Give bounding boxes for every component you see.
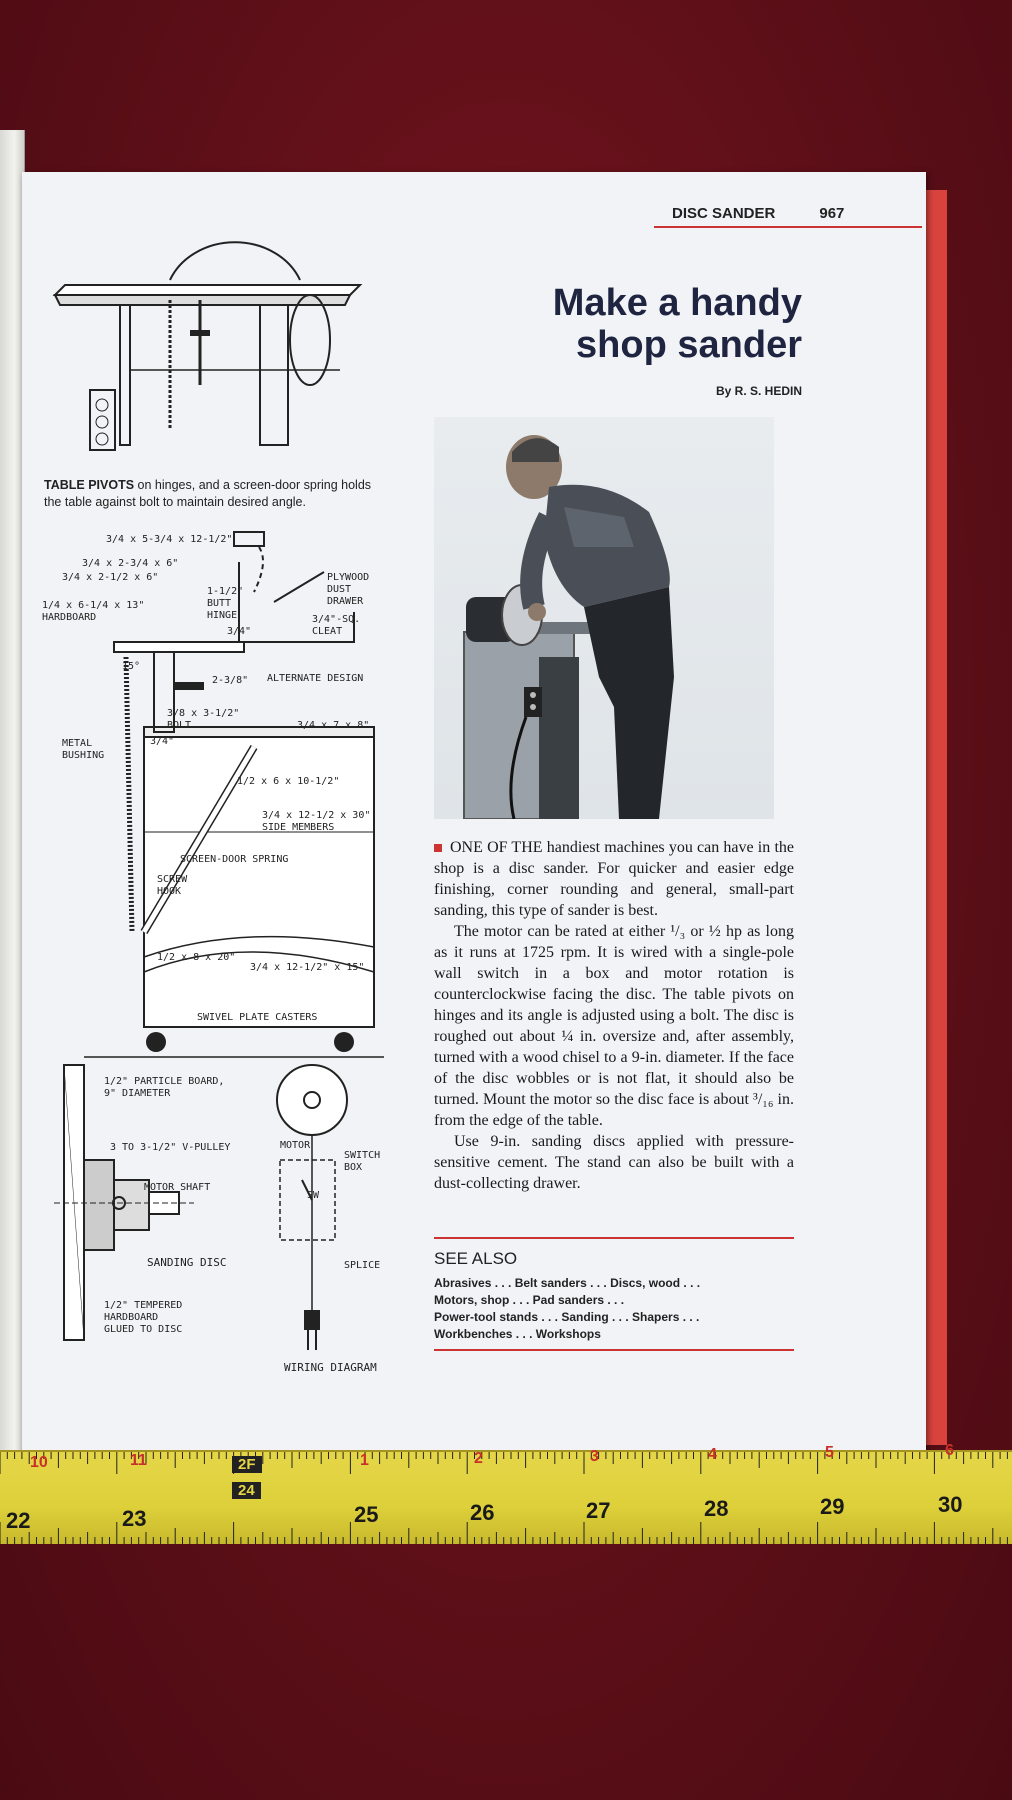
section-title: DISC SANDER [672,205,776,222]
paragraph-2: The motor can be rated at either ¹/₃ or ½ hp as long as it runs at 1725 rpm. It is wired with a single-pole wall switch in a box and motor rotation is counterclockwise facing the disc. The table pivots on hinges and its angle is adjusted using a bolt. The disc is roughed out about ¼ in. oversize and, after assembly, turned with a wood chisel to a 9-in. diameter. If the face of the disc wobbles or is not flat, it should also be turned. Mount the motor so the disc face is about ³/₁₆ in. from the edge of the table. [434,923,794,1129]
label-motor-shaft: MOTOR SHAFT [144,1182,211,1193]
wiring-diagram-drawing [252,1060,372,1360]
article-body [434,837,794,1194]
article-title [462,282,802,366]
label-bolt: 3/8 x 3-1/2" BOLT [167,708,240,731]
title-line-2: shop sander [576,324,802,366]
dim-label-top2: 3/4 x 2-3/4 x 6" [82,558,179,569]
label-casters: SWIVEL PLATE CASTERS [197,1012,318,1023]
dim-label-top3: 3/4 x 2-1/2 x 6" [62,572,159,583]
tape-box-bottom: 24 [232,1482,261,1499]
label-cleat: 3/4"-SQ. CLEAT [312,614,361,637]
label-metal-bushing: METAL BUSHING [62,738,105,761]
tape-bottom-number: 25 [354,1502,379,1527]
see-also-line: Motors, shop . . . Pad sanders . . . [434,1293,625,1307]
byline: By R. S. HEDIN [715,384,802,398]
page-header [654,202,922,228]
dim-label-two-three-eighths: 2-3/8" [212,675,249,686]
label-motor: MOTOR [280,1140,311,1151]
tape-ticks [0,1452,1012,1544]
tape-bottom-number: 27 [586,1498,611,1523]
tape-bottom-number: 26 [470,1500,495,1525]
dim-label-half-eight: 1/2 x 8 x 20" [157,952,236,963]
tape-top-number: 3 [590,1448,599,1465]
dim-label-three-quarter: 3/4" [227,626,252,637]
tape-top-number: 4 [708,1446,717,1463]
see-also-line: Abrasives . . . Belt sanders . . . Discs, wood . . . [434,1276,701,1290]
tape-top-number: 10 [30,1454,48,1471]
tape-top-number: 1 [360,1452,369,1469]
table-pivot-drawing [50,210,400,470]
label-sanding-disc: SANDING DISC [147,1256,227,1269]
label-sw: SW [307,1190,320,1201]
label-wiring-diagram: WIRING DIAGRAM [284,1361,377,1374]
book-page [22,172,926,1459]
dim-label-three-quarter-b: 3/4" [150,736,175,747]
tape-top-number: 11 [130,1452,147,1469]
paragraph-3: Use 9-in. sanding discs applied with pressure-sensitive cement. The stand can also be built with a dust-collecting drawer. [434,1133,794,1192]
label-tempered-hardboard: 1/2" TEMPERED HARDBOARD GLUED TO DISC [104,1300,183,1335]
see-also-box [434,1237,794,1351]
tape-bottom-number: 22 [6,1508,31,1533]
label-side-members: 3/4 x 12-1/2 x 30" SIDE MEMBERS [262,810,371,833]
label-angle: 15° [122,661,141,672]
tape-bottom-number: 23 [122,1506,147,1531]
tape-box-top: 2F [232,1456,262,1473]
label-screw-hook: SCREW HOOK [157,874,188,897]
tape-bottom-number: 29 [820,1494,845,1519]
label-switch-box: SWITCH BOX [344,1150,381,1173]
label-v-pulley: 3 TO 3-1/2" V-PULLEY [110,1142,231,1153]
dim-label-half-six: 1/2 x 6 x 10-1/2" [237,776,340,787]
man-sanding-illustration [434,417,774,819]
tape-top-number: 2 [474,1450,483,1467]
label-splice: SPLICE [344,1260,381,1271]
label-particle-board: 1/2" PARTICLE BOARD, 9" DIAMETER [104,1076,225,1099]
dim-label-3-7-8: 3/4 x 7 x 8" [297,720,370,731]
tape-measure [0,1442,1012,1544]
dim-label-butt-hinge: 1-1/2" BUTT HINGE [207,586,244,621]
see-also-heading: SEE ALSO [434,1249,518,1268]
label-alternate-design: ALTERNATE DESIGN [267,673,364,684]
label-plywood-drawer: PLYWOOD DUST DRAWER [327,572,370,607]
see-also-line: Power-tool stands . . . Sanding . . . Shapers . . . [434,1310,700,1324]
tape-top-number: 5 [825,1444,834,1461]
tape-bottom-number: 30 [938,1492,963,1517]
tape-bottom-number: 28 [704,1496,729,1521]
dim-label-top1: 3/4 x 5-3/4 x 12-1/2" [106,534,233,545]
paragraph-1: ONE OF THE handiest machines you can have in the shop is a disc sander. For quicker and easier edge finishing, corner rounding and general, small-part sanding, this type of sander is best. [434,839,794,919]
sander-photo [434,417,774,819]
see-also-line: Workbenches . . . Workshops [434,1327,601,1341]
red-bullet-icon [434,844,442,852]
dim-label-three-twelve: 3/4 x 12-1/2" x 15" [250,962,365,973]
tape-top-number: 6 [945,1442,954,1459]
title-line-1: Make a handy [552,282,802,324]
dim-label-hardboard: 1/4 x 6-1/4 x 13" HARDBOARD [42,600,145,623]
figure-caption: TABLE PIVOTS on hinges, and a screen-door spring holds the table against bolt to maintain desired angle. [44,478,372,509]
page-number: 967 [819,205,845,222]
label-screen-door-spring: SCREEN-DOOR SPRING [180,854,289,865]
